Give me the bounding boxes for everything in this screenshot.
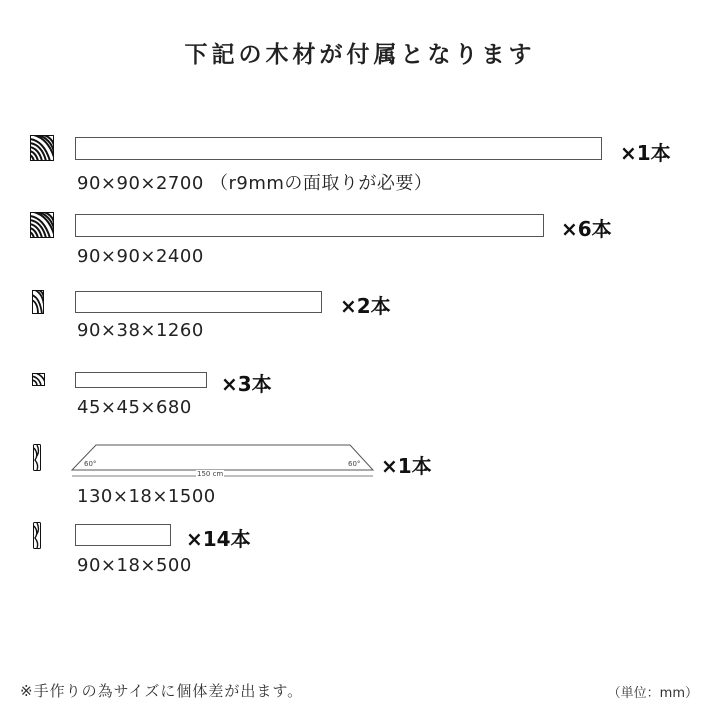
wood-end-grain-thin-icon xyxy=(33,522,41,549)
unit-label: （単位：mm） xyxy=(607,686,698,701)
dimension-label: 45×45×680 xyxy=(77,397,192,418)
wood-end-grain-square-icon xyxy=(30,212,54,238)
wood-end-grain-rect-icon xyxy=(32,290,44,314)
dimension-label: 130×18×1500 xyxy=(77,486,216,507)
page-title: 下記の木材が付属となります xyxy=(184,42,536,68)
quantity-label: ×2本 xyxy=(340,294,391,318)
wood-end-grain-thin-icon xyxy=(33,444,41,471)
angle-label-right: 60° xyxy=(348,460,361,468)
board-90x38x1260 xyxy=(75,291,322,313)
quantity-label: ×14本 xyxy=(186,527,251,551)
quantity-label: ×6本 xyxy=(561,217,612,241)
dimension-label: 90×18×500 xyxy=(77,555,192,576)
board-90x18x500 xyxy=(75,524,171,546)
dimension-label: 90×38×1260 xyxy=(77,320,204,341)
quantity-label: ×3本 xyxy=(221,372,272,396)
dimension-label: 90×90×2700 （r9mmの面取りが必要） xyxy=(77,173,433,194)
board-90x90x2400 xyxy=(75,214,544,237)
length-label: 150 cm xyxy=(197,470,224,478)
board-45x45x680 xyxy=(75,372,207,388)
wood-end-grain-square-icon xyxy=(30,135,54,161)
angle-label-left: 60° xyxy=(84,460,97,468)
dimension-label: 90×90×2400 xyxy=(77,246,204,267)
footnote: ※手作りの為サイズに個体差が出ます。 xyxy=(20,682,304,700)
quantity-label: ×1本 xyxy=(381,454,432,478)
wood-end-grain-small-icon xyxy=(32,373,45,386)
board-90x90x2700 xyxy=(75,137,602,160)
quantity-label: ×1本 xyxy=(620,141,671,165)
